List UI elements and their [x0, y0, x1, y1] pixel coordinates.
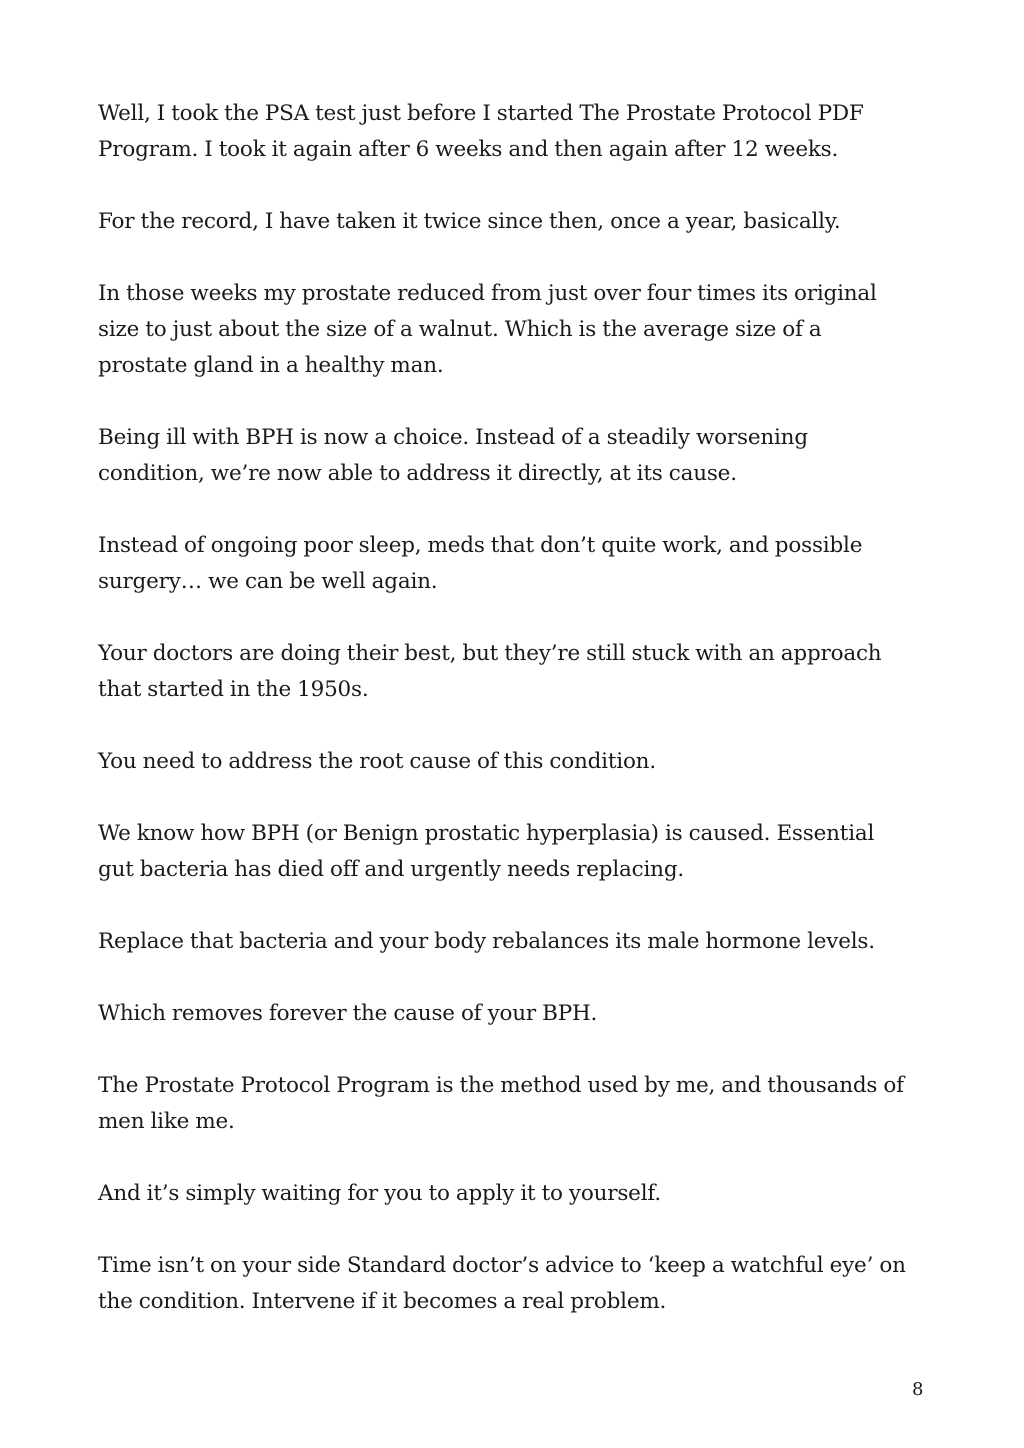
paragraph: [98, 636, 930, 708]
body-text: [98, 96, 930, 1356]
text-line: We know how BPH (or Benign prostatic hyperplasia) is caused. Essential: [98, 821, 875, 846]
paragraph: [98, 1176, 930, 1212]
text-line: surgery… we can be well again.: [98, 569, 438, 594]
paragraph: [98, 1068, 930, 1140]
text-line: The Prostate Protocol Program is the method used by me, and thousands of: [98, 1073, 904, 1098]
paragraph: [98, 924, 930, 960]
paragraph: [98, 96, 930, 168]
page-number: 8: [912, 1379, 924, 1400]
paragraph: [98, 996, 930, 1032]
text-line: Which removes forever the cause of your BPH.: [98, 1001, 598, 1026]
text-line: For the record, I have taken it twice since then, once a year, basically.: [98, 209, 841, 234]
text-line: Time isn’t on your side Standard doctor’s advice to ‘keep a watchful eye’ on: [98, 1253, 906, 1278]
text-line: condition, we’re now able to address it directly, at its cause.: [98, 461, 737, 486]
text-line: Instead of ongoing poor sleep, meds that don’t quite work, and possible: [98, 533, 863, 558]
text-line: Well, I took the PSA test just before I started The Prostate Protocol PDF: [98, 101, 864, 126]
paragraph: [98, 816, 930, 888]
text-line: Being ill with BPH is now a choice. Instead of a steadily worsening: [98, 425, 808, 450]
paragraph: [98, 1248, 930, 1320]
text-line: And it’s simply waiting for you to apply it to yourself.: [98, 1181, 662, 1206]
text-line: You need to address the root cause of this condition.: [98, 749, 656, 774]
text-line: In those weeks my prostate reduced from just over four times its original: [98, 281, 877, 306]
text-line: men like me.: [98, 1109, 235, 1134]
text-line: prostate gland in a healthy man.: [98, 353, 444, 378]
text-line: the condition. Intervene if it becomes a real problem.: [98, 1289, 667, 1314]
text-line: Your doctors are doing their best, but they’re still stuck with an approach: [98, 641, 882, 666]
text-line: Replace that bacteria and your body rebalances its male hormone levels.: [98, 929, 875, 954]
text-line: gut bacteria has died off and urgently needs replacing.: [98, 857, 685, 882]
paragraph: [98, 744, 930, 780]
paragraph: [98, 420, 930, 492]
paragraph: [98, 528, 930, 600]
text-line: that started in the 1950s.: [98, 677, 369, 702]
text-line: size to just about the size of a walnut. Which is the average size of a: [98, 317, 822, 342]
paragraph: [98, 276, 930, 384]
paragraph: [98, 204, 930, 240]
text-line: Program. I took it again after 6 weeks and then again after 12 weeks.: [98, 137, 839, 162]
